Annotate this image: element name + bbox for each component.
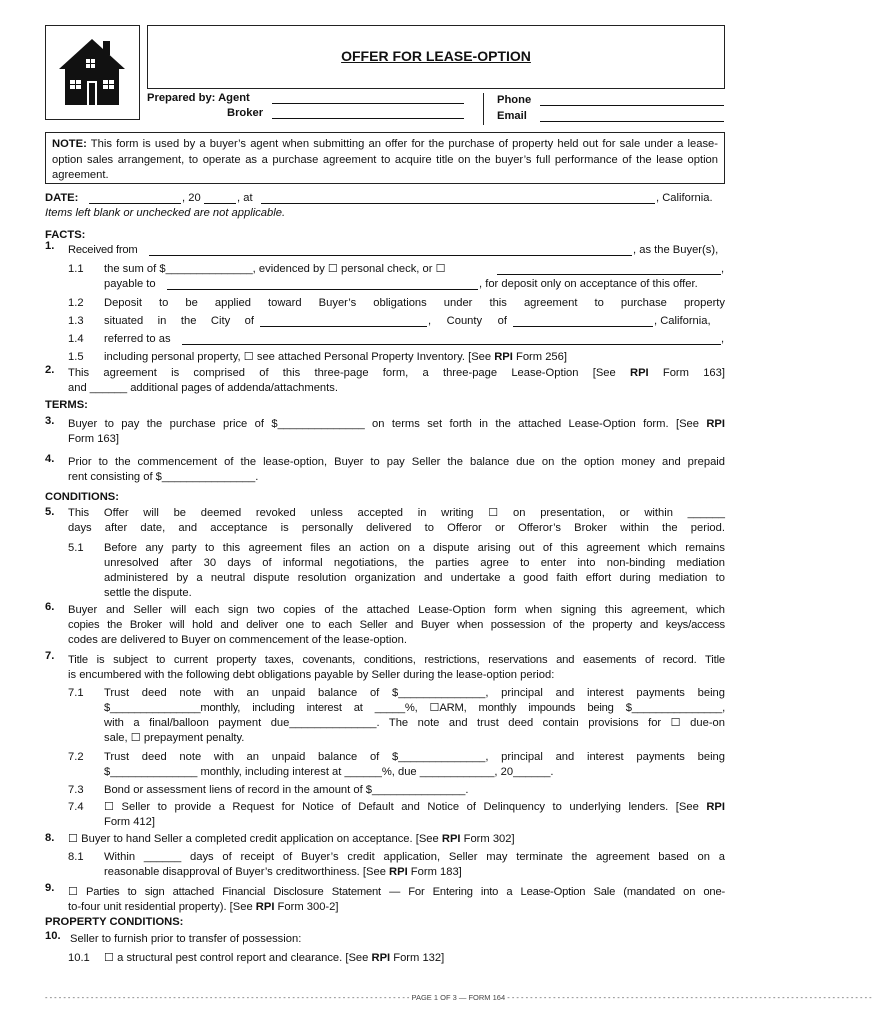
footer-text: PAGE 1 OF 3 — FORM 164 <box>411 993 506 1002</box>
sub-1-3-number: 1.3 <box>68 315 84 327</box>
sub-7-1-b: $_______________monthly, including interest at _____%, ☐ARM, monthly impounds being $_______________, <box>104 702 725 714</box>
sub-1-2-number: 1.2 <box>68 297 84 309</box>
sub-1-1-payable: payable to <box>104 278 156 290</box>
date-state: , California. <box>656 192 713 204</box>
broker-label: Broker <box>227 107 264 119</box>
sub-8-1-number: 8.1 <box>68 851 84 863</box>
sub-7-3-text: Bond or assessment liens of record in the amount of $_______________. <box>104 784 469 796</box>
property-conditions-heading: PROPERTY CONDITIONS: <box>45 916 184 928</box>
sub-1-5-number: 1.5 <box>68 351 84 363</box>
date-year-prefix: , 20 <box>182 192 201 204</box>
rpi-label: RPI <box>441 833 461 845</box>
item-10-text: Seller to furnish prior to transfer of possession: <box>70 933 302 945</box>
sub-10-1-b: Form 132] <box>390 952 445 964</box>
item-1-number: 1. <box>45 240 55 252</box>
sub-5-1-c: administered by a neutral dispute resolution organization and undertake a good faith effort during mediation to <box>104 572 725 584</box>
note-box <box>45 132 725 184</box>
page-footer <box>45 993 872 1002</box>
sub-7-1-number: 7.1 <box>68 687 84 699</box>
sub-7-2-b: $______________ monthly, including interest at ______%, due ____________, 20______. <box>104 766 554 778</box>
item-2-b: Form 163] <box>648 367 725 379</box>
sub-10-1-a: ☐ a structural pest control report and clearance. [See <box>104 952 372 964</box>
conditions-heading: CONDITIONS: <box>45 491 119 503</box>
rpi-label: RPI <box>494 351 513 363</box>
sub-8-1-b <box>104 865 462 880</box>
sub-8-1-a: Within ______ days of receipt of Buyer’s credit application, Seller may terminate the agreement based on a <box>104 851 725 863</box>
item-7-a: Title is subject to current property taxes, covenants, conditions, restrictions, reservations and easements of record. Title <box>68 654 725 666</box>
comma: , <box>721 263 725 275</box>
sub-1-4-number: 1.4 <box>68 333 84 345</box>
agent-field[interactable] <box>272 103 464 104</box>
location-field[interactable] <box>261 203 655 204</box>
header-divider <box>483 93 484 125</box>
sub-7-3-number: 7.3 <box>68 784 84 796</box>
item-9-number: 9. <box>45 882 55 894</box>
rpi-label: RPI <box>706 801 725 813</box>
sub-1-1-number: 1.1 <box>68 263 84 275</box>
item-3-a: Buyer to pay the purchase price of $______________ on terms set forth in the attached Lease-Option form. [See <box>68 418 707 430</box>
email-field[interactable] <box>540 121 724 122</box>
item-7-b: is encumbered with the following debt obligations payable by Seller during the lease-option period: <box>68 669 555 681</box>
rpi-label: RPI <box>255 901 275 913</box>
sub-1-5-b: Form 256] <box>512 351 567 363</box>
footer-dashes-left: - - - - - - - - - - - - - - - - - - - - - - - - - - - - - - - - - - - - - - - - - - - - - - - - - - - - - - - - - - - - - - - - - - - - - - - - - - - - - - - - <box>45 993 410 1002</box>
sub-7-4-text <box>104 800 725 815</box>
item-2-text <box>68 366 725 381</box>
blank-items-note: Items left blank or unchecked are not applicable. <box>45 207 286 219</box>
item-1-text: Received from <box>68 244 138 256</box>
item-6-b: copies the Broker will hold and deliver one to each Seller and Buyer when possession of the property and keys/access <box>68 619 725 631</box>
sub-1-3-county: , County of <box>428 315 507 327</box>
prepared-by-label: Prepared by: Agent <box>147 92 250 104</box>
item-6-a: Buyer and Seller will each sign two copies of the attached Lease-Option form when signing this agreement, which <box>68 604 725 616</box>
date-at: , at <box>237 192 253 204</box>
item-4-rent: rent consisting of $_______________. <box>68 471 259 483</box>
house-icon <box>45 25 140 120</box>
item-7-number: 7. <box>45 650 55 662</box>
sub-7-4-number: 7.4 <box>68 801 84 813</box>
item-2-a: This agreement is comprised of this three-page form, a three-page Lease-Option [See <box>68 367 630 379</box>
item-5-number: 5. <box>45 506 55 518</box>
page-title: OFFER FOR LEASE-OPTION <box>341 48 531 64</box>
other-payment-field[interactable] <box>497 274 721 275</box>
terms-heading: TERMS: <box>45 399 88 411</box>
logo-box <box>45 25 140 120</box>
rpi-label: RPI <box>706 418 725 430</box>
note-text: This form is used by a buyer’s agent when submitting an offer for the purchase of property held out for sale under a lease-option sales arrangement, to operate as a purchase agreement to acquire title on the buyer’s full performance of the lease option agreement. <box>52 138 718 181</box>
item-3-form: Form 163] <box>68 433 119 445</box>
sub-7-4-a: ☐ Seller to provide a Request for Notice of Default and Notice of Delinquency to underlying lenders. [See <box>104 801 707 813</box>
item-8-number: 8. <box>45 832 55 844</box>
item-2-addenda: and ______ additional pages of addenda/attachments. <box>68 382 338 394</box>
item-6-number: 6. <box>45 601 55 613</box>
sub-1-1-deposit: , for deposit only on acceptance of this offer. <box>479 278 698 290</box>
sub-5-1-d: settle the dispute. <box>104 587 192 599</box>
note-label: NOTE: <box>52 138 87 150</box>
sub-5-1-b: unresolved after 30 days of informal negotiations, the parties agree to enter into non-binding mediation <box>104 557 725 569</box>
phone-field[interactable] <box>540 105 724 106</box>
property-description-field[interactable] <box>182 344 721 345</box>
item-2-number: 2. <box>45 364 55 376</box>
item-9-b-text: to-four unit residential property). [See <box>68 901 256 913</box>
sub-5-1-number: 5.1 <box>68 542 84 554</box>
phone-label: Phone <box>497 94 532 106</box>
payable-to-field[interactable] <box>167 289 478 290</box>
sub-7-4-form: Form 412] <box>104 816 155 828</box>
item-1-suffix: , as the Buyer(s), <box>633 244 719 256</box>
sub-7-1-a: Trust deed note with an unpaid balance of $______________, principal and interest payments being <box>104 687 725 699</box>
buyer-name-field[interactable] <box>149 255 632 256</box>
sub-1-5-text <box>104 350 567 365</box>
item-5-b: days after date, and acceptance is personally delivered to Offeror or Offeror’s Broker within the period. <box>68 522 725 534</box>
date-label: DATE: <box>45 192 79 204</box>
broker-field[interactable] <box>272 118 464 119</box>
sub-7-1-d: sale, ☐ prepayment penalty. <box>104 732 245 744</box>
date-year-field[interactable] <box>204 203 236 204</box>
sub-1-3-text: situated in the City of <box>104 315 254 327</box>
date-field[interactable] <box>89 203 181 204</box>
footer-dashes-right: - - - - - - - - - - - - - - - - - - - - - - - - - - - - - - - - - - - - - - - - - - - - - - - - - - - - - - - - - - - - - - - - - - - - - - - - - - - - - - - - <box>507 993 872 1002</box>
item-3-number: 3. <box>45 415 55 427</box>
item-9-c: Form 300-2] <box>274 901 339 913</box>
sub-7-2-a: Trust deed note with an unpaid balance of $______________, principal and interest payments being <box>104 751 725 763</box>
sub-8-1-c: Form 183] <box>407 866 462 878</box>
item-4-text: Prior to the commencement of the lease-option, Buyer to pay Seller the balance due on the option money and prepaid <box>68 456 725 468</box>
sub-7-2-number: 7.2 <box>68 751 84 763</box>
rpi-label: RPI <box>629 367 649 379</box>
item-10-number: 10. <box>45 930 61 942</box>
facts-heading: FACTS: <box>45 229 86 241</box>
item-9-a: ☐ Parties to sign attached Financial Disclosure Statement — For Entering into a Lease-Option Sale (mandated on one- <box>68 886 725 898</box>
sub-10-1-text <box>104 951 444 966</box>
county-field[interactable] <box>513 326 653 327</box>
item-8-b: Form 302] <box>460 833 515 845</box>
item-3-text <box>68 417 725 432</box>
item-5-a: This Offer will be deemed revoked unless accepted in writing ☐ on presentation, or within ______ <box>68 507 725 519</box>
comma: , <box>721 333 725 345</box>
rpi-label: RPI <box>371 952 391 964</box>
item-8-text <box>68 832 515 847</box>
sub-5-1-a: Before any party to this agreement files an action on a dispute arising out of this agreement which remains <box>104 542 725 554</box>
sub-1-2-text: Deposit to be applied toward Buyer’s obligations under this agreement to purchase property <box>104 297 725 309</box>
email-label: Email <box>497 110 527 122</box>
rpi-label: RPI <box>389 866 408 878</box>
sub-1-3-state: , California, <box>654 315 711 327</box>
sub-10-1-number: 10.1 <box>68 952 90 964</box>
item-6-c: codes are delivered to Buyer on commencement of the lease-option. <box>68 634 407 646</box>
city-field[interactable] <box>260 326 427 327</box>
sub-1-1-text: the sum of $______________, evidenced by ☐ personal check, or ☐ <box>104 263 446 275</box>
item-4-number: 4. <box>45 453 55 465</box>
sub-1-4-text: referred to as <box>104 333 171 345</box>
item-8-a: ☐ Buyer to hand Seller a completed credit application on acceptance. [See <box>68 833 442 845</box>
sub-8-1-b-text: reasonable disapproval of Buyer’s creditworthiness. [See <box>104 866 390 878</box>
item-9-b <box>68 900 339 915</box>
sub-7-1-c: with a final/balloon payment due______________. The note and trust deed contain provisions for ☐ due-on <box>104 717 725 729</box>
sub-1-5-a: including personal property, ☐ see attached Personal Property Inventory. [See <box>104 351 495 363</box>
